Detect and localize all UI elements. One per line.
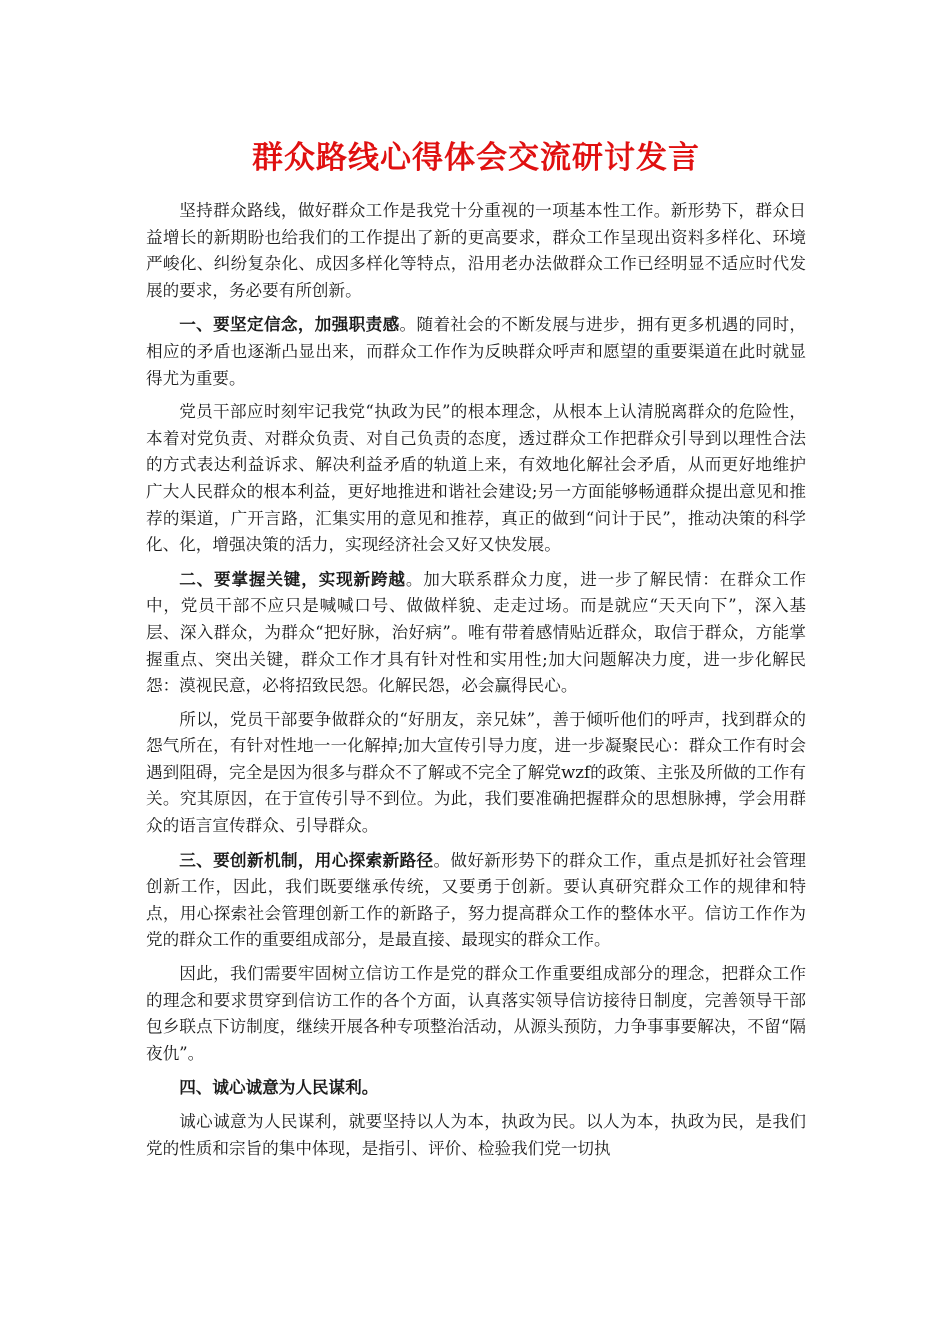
section-1-text: 。随着社会的不断发展与进步，拥有更多机遇的同时，相应的矛盾也逐渐凸显出来，而群众工作作为反映群众呼声和愿望的重要渠道在此时就显得尤为重要。 (146, 315, 807, 388)
paragraph-people-first: 诚心诚意为人民谋利，就要坚持以人为本，执政为民。以人为本，执政为民，是我们党的性质和宗旨的集中体现，是指引、评价、检验我们党一切执 (146, 1112, 806, 1158)
paragraph-party-cadres: 党员干部应时刻牢记我党“执政为民”的根本理念，从根本上认清脱离群众的危险性，本着对党负责、对群众负责、对自己负责的态度，透过群众工作把群众引导到以理性合法的方式表达利益诉求、解决利益矛盾的轨道上来，有效地化解社会矛盾，从而更好地维护广大人民群众的根本利益，更好地推进和谐社会建设;另一方面能够畅通群众提出意见和推荐的渠道，广开言路，汇集实用的意见和推荐，真正的做到“问计于民”，推动决策的科学化、化，增强决策的活力，实现经济社会又好又快发展。 (146, 402, 806, 555)
document-title: 群众路线心得体会交流研讨发言 (252, 140, 700, 176)
section-3-heading: 三、要创新机制，用心探索新路径 (179, 849, 434, 870)
section-2-heading: 二、要掌握关键，实现新跨越 (179, 568, 406, 589)
paragraph-intro: 坚持群众路线，做好群众工作是我党十分重视的一项基本性工作。新形势下，群众日益增长的新期盼也给我们的工作提出了新的更高要求，群众工作呈现出资料多样化、环境严峻化、纠纷复杂化、成因多样化等特点，沿用老办法做群众工作已经明显不适应时代发展的要求，务必要有所创新。 (146, 201, 806, 300)
section-2-text: 。加大联系群众力度，进一步了解民情：在群众工作中，党员干部不应只是喊喊口号、做做样貌、走走过场。而是就应“天天向下”，深入基层、深入群众，为群众“把好脉，治好病”。唯有带着感情贴近群众，取信于群众，方能掌握重点、突出关键，群众工作才具有针对性和实用性;加大问题解决力度，进一步化解民怨：漠视民意，必将招致民怨。化解民怨，必会赢得民心。 (146, 569, 807, 696)
section-2-paragraph (146, 566, 806, 700)
section-1-paragraph (146, 311, 806, 392)
section-4-heading: 四、诚心诚意为人民谋利。 (179, 1077, 379, 1098)
document-page (146, 132, 806, 1162)
section-1-heading: 一、要坚定信念，加强职责感 (179, 314, 400, 335)
section-4-paragraph (146, 1074, 806, 1102)
paragraph-petition-work: 因此，我们需要牢固树立信访工作是党的群众工作重要组成部分的理念，把群众工作的理念和要求贯穿到信访工作的各个方面，认真落实领导信访接待日制度，完善领导干部包乡联点下访制度，继续开展各种专项整治活动，从源头预防，力争事事要解决，不留“隔夜仇”。 (146, 964, 806, 1063)
section-3-paragraph (146, 847, 806, 954)
paragraph-good-friends: 所以，党员干部要争做群众的“好朋友，亲兄妹”，善于倾听他们的呼声，找到群众的怨气所在，有针对性地一一化解掉;加大宣传引导力度，进一步凝聚民心：群众工作有时会遇到阻碍，完全是因为很多与群众不了解或不完全了解党wzf的政策、主张及所做的工作有关。究其原因，在于宣传引导不到位。为此，我们要准确把握群众的思想脉搏，学会用群众的语言宣传群众、引导群众。 (146, 709, 806, 836)
section-3-text: 。做好新形势下的群众工作，重点是抓好社会管理创新工作，因此，我们既要继承传统，又要勇于创新。要认真研究群众工作的规律和特点，用心探索社会管理创新工作的新路子，努力提高群众工作的整体水平。信访工作作为党的群众工作的重要组成部分，是最直接、最现实的群众工作。 (146, 850, 807, 950)
